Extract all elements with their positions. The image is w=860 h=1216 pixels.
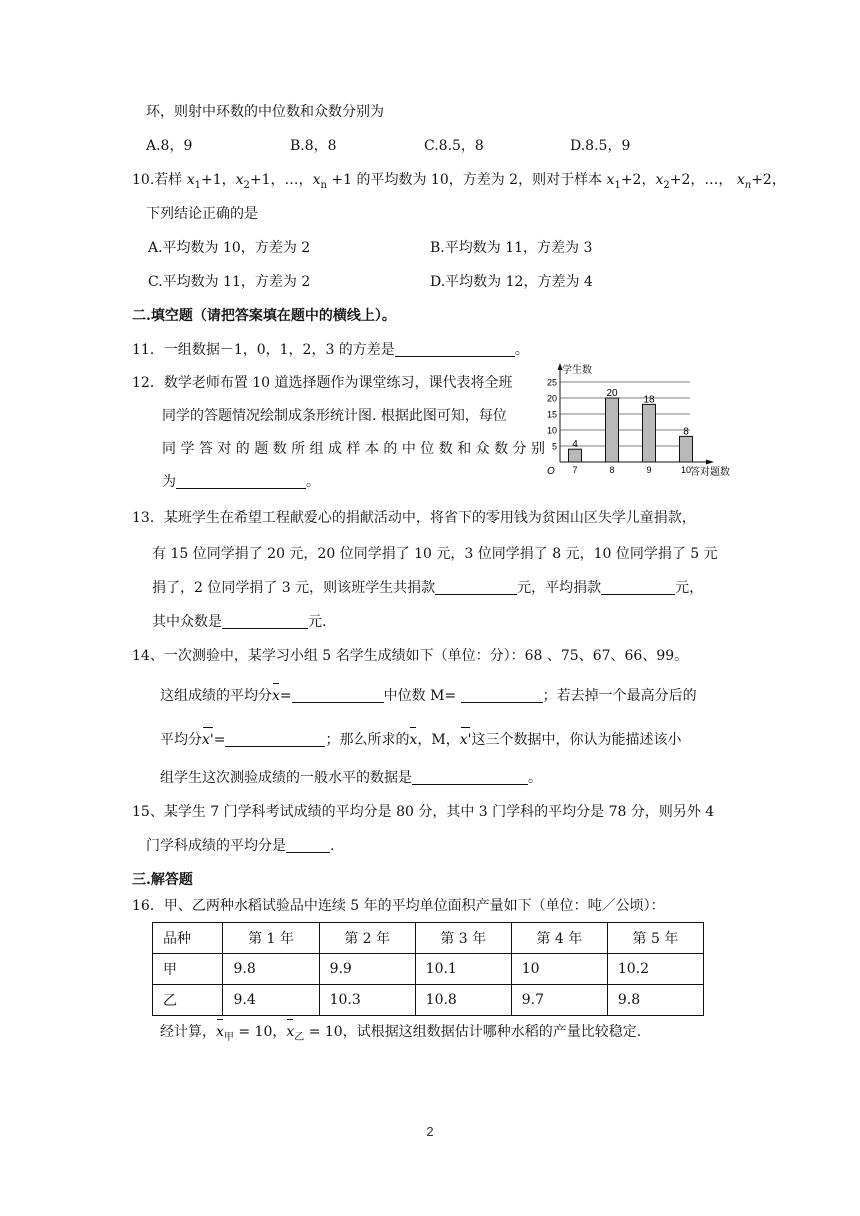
table-cell: 9.8 xyxy=(223,954,319,985)
q10-option-b: B.平均数为 11，方差为 3 xyxy=(430,240,593,256)
table-cell: 甲 xyxy=(153,954,223,985)
q12-line1: 12．数学老师布置 10 道选择题作为课堂练习，课代表将全班 xyxy=(132,375,513,391)
yield-table xyxy=(152,922,704,1016)
table-row xyxy=(153,954,704,985)
bar-data-label: 18 xyxy=(643,394,655,406)
q15-line1: 15、某学生 7 门学科考试成绩的平均分是 80 分，其中 3 门学科的平均分是 78 分，则另外 4 xyxy=(132,804,715,820)
q10-stem: 10.若样 $x_1+1$，$x_2+1$，…，$x_n +1$ 的平均数为 10，方差为 2，则对于样本 $x_1+2$，$x_2+2$，…， $x_n+2$， xyxy=(132,172,786,191)
y-tick-label: 25 xyxy=(546,377,557,388)
q13-line2: 有 15 位同学捐了 20 元，20 位同学捐了 10 元，3 位同学捐了 8 元，10 位同学捐了 5 元 xyxy=(152,546,718,562)
q14-line4: 组学生这次测验成绩的一般水平的数据是 。 xyxy=(160,770,542,786)
q10-stem-line2: 下列结论正确的是 xyxy=(146,206,258,222)
chart-grid xyxy=(560,382,690,446)
q14-median-blank[interactable] xyxy=(461,688,543,703)
x-axis-arrow xyxy=(706,460,714,465)
q10-option-d: D.平均数为 12，方差为 4 xyxy=(430,274,593,290)
section-2-title: 二.填空题（请把答案填在题中的横线上）。 xyxy=(132,308,396,324)
q9-stem-tail: 环，则射中环数的中位数和众数分别为 xyxy=(146,104,384,120)
q9-option-d: D.8.5，9 xyxy=(570,138,631,154)
table-cell: 9.8 xyxy=(607,985,703,1016)
table-cell: 乙 xyxy=(153,985,223,1016)
q12-line2: 同学的答题情况绘制成条形统计图. 根据此图可知，每位 xyxy=(162,408,507,424)
y-tick-label: 15 xyxy=(546,409,557,420)
q11-answer-blank[interactable] xyxy=(395,342,515,357)
table-cell: 10 xyxy=(511,954,607,985)
table-cell: 第 5 年 xyxy=(607,923,703,954)
q12-bar-chart xyxy=(540,360,740,480)
table-cell: 第 2 年 xyxy=(319,923,415,954)
table-cell: 10.8 xyxy=(415,985,511,1016)
y-tick-label: 10 xyxy=(546,425,557,436)
origin-label: O xyxy=(547,466,555,477)
q11: 11．一组数据－1，0，1，2，3 的方差是 。 xyxy=(132,342,529,358)
section-3-title: 三.解答题 xyxy=(132,872,193,888)
bar xyxy=(606,398,619,462)
x-tick-label: 7 xyxy=(572,465,578,475)
table-cell: 第 4 年 xyxy=(511,923,607,954)
q16-after-table: 经计算，$x_甲 = 10$，$x_乙 = 10$，试根据这组数据估计哪种水稻的产量比较稳定. xyxy=(160,1024,642,1043)
table-cell: 9.7 xyxy=(511,985,607,1016)
q15-line2: 门学科成绩的平均分是 . xyxy=(146,838,335,854)
bar xyxy=(643,404,656,462)
bar-data-label: 4 xyxy=(572,439,578,451)
table-cell: 9.4 xyxy=(223,985,319,1016)
mean-x-bar-ref: x xyxy=(409,732,418,748)
q9-option-a: A.8，9 xyxy=(146,138,193,154)
q15-answer-blank[interactable] xyxy=(286,838,330,853)
q13-line3: 捐了，2 位同学捐了 3 元，则该班学生共捐款 元，平均捐款 元， xyxy=(152,580,704,596)
table-cell: 品种 xyxy=(153,923,223,954)
q14-mean-prime-blank[interactable] xyxy=(225,732,325,747)
x-tick-label: 10 xyxy=(680,465,692,475)
q9-option-c: C.8.5，8 xyxy=(424,138,484,154)
x-axis-label: 答对题数 xyxy=(690,467,730,478)
table-cell: 10.1 xyxy=(415,954,511,985)
table-cell: 第 1 年 xyxy=(223,923,319,954)
x-tick-label: 9 xyxy=(646,465,652,475)
q13-line4: 其中众数是 元. xyxy=(152,614,327,630)
q14-line3: 平均分x'= ；那么所求的x，M，x'这三个数据中，你认为能描述该小 xyxy=(160,732,682,748)
y-tick-label: 20 xyxy=(546,393,557,404)
mean-x-prime: x' xyxy=(202,732,214,748)
table-cell: 第 3 年 xyxy=(415,923,511,954)
q10-option-a: A.平均数为 10，方差为 2 xyxy=(148,240,311,256)
y-tick-labels xyxy=(547,378,557,452)
q13-average-blank[interactable] xyxy=(601,580,675,595)
y-tick-label: 5 xyxy=(551,441,557,452)
q14-line1: 14、一次测验中，某学习小组 5 名学生成绩如下（单位：分）：68 、75、67、66、99。 xyxy=(132,648,689,664)
q13-total-blank[interactable] xyxy=(435,580,517,595)
y-axis-label: 学生数 xyxy=(562,365,592,376)
q13-line1: 13．某班学生在希望工程献爱心的捐献活动中，将省下的零用钱为贫困山区失学儿童捐款， xyxy=(132,510,696,526)
page-number: 2 xyxy=(426,1124,434,1139)
q12-answer-blank[interactable] xyxy=(176,474,306,489)
table-cell: 9.9 xyxy=(319,954,415,985)
bar xyxy=(680,436,693,462)
q14-line2: 这组成绩的平均分x= 中位数 M= ；若去掉一个最高分后的 xyxy=(160,688,697,704)
q9-option-b: B.8，8 xyxy=(290,138,337,154)
bar-data-label: 20 xyxy=(606,388,618,399)
table-cell: 10.2 xyxy=(607,954,703,985)
bar xyxy=(569,449,582,462)
table-header-row xyxy=(153,923,704,954)
q14-answer-blank[interactable] xyxy=(412,770,528,785)
mean-x-prime-ref: x' xyxy=(459,732,472,748)
q10-number: 10. xyxy=(132,172,155,188)
table-cell: 10.3 xyxy=(319,985,415,1016)
mean-x-bar: x xyxy=(272,688,280,704)
q14-mean-blank[interactable] xyxy=(292,688,384,703)
x-tick-label: 8 xyxy=(609,465,615,475)
bar-data-label: 8 xyxy=(683,426,689,438)
q12-line4: 为 。 xyxy=(162,474,320,490)
q12-line3: 同 学 答 对 的 题 数 所 组 成 样 本 的 中 位 数 和 众 数 分 别 xyxy=(162,441,546,457)
q10-option-c: C.平均数为 11，方差为 2 xyxy=(148,274,311,290)
table-row xyxy=(153,985,704,1016)
q13-mode-blank[interactable] xyxy=(222,614,308,629)
q16-text: 16．甲、乙两种水稻试验品中连续 5 年的平均单位面积产量如下（单位：吨／公顷）： xyxy=(132,898,665,914)
